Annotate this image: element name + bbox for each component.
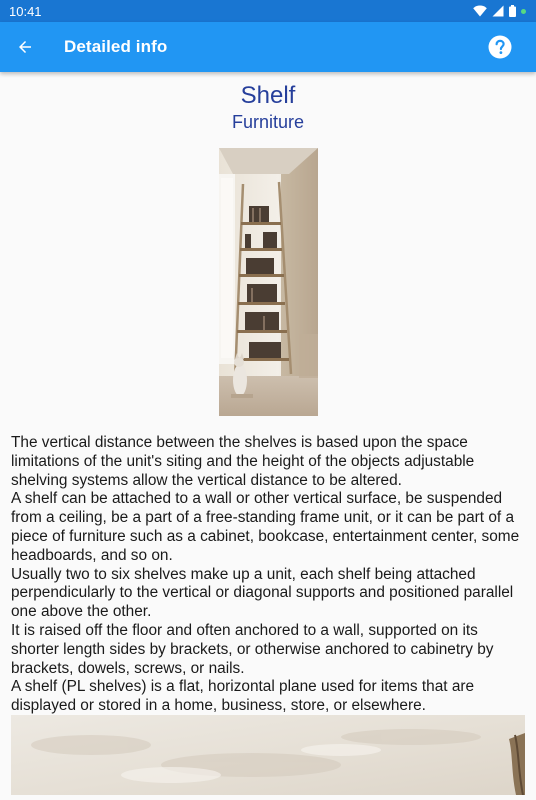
shelf-photo — [219, 148, 318, 416]
app-bar — [0, 22, 536, 72]
wifi-icon — [473, 5, 487, 17]
detail-content[interactable] — [0, 72, 536, 800]
item-description — [11, 434, 527, 716]
back-button[interactable] — [12, 34, 38, 60]
description-paragraph: Usually two to six shelves make up a unit, each shelf being attached perpendicularly to the vertical or diagonal supports and positioned parallel one above the other. — [11, 565, 514, 621]
arrow-back-icon — [16, 38, 34, 56]
notification-dot-icon — [521, 9, 526, 14]
item-name: Shelf — [240, 82, 296, 109]
page-title: Detailed info — [64, 37, 168, 56]
shelf-photo-secondary — [11, 715, 525, 795]
battery-icon — [509, 5, 516, 17]
item-category: Furniture — [231, 112, 305, 132]
description-paragraph: The vertical distance between the shelves is based upon the space limitations of the unit's siting and the height of the objects adjustable shelving systems allow the vertical distance to be altered. — [11, 434, 475, 489]
status-time: 10:41 — [9, 4, 42, 19]
description-paragraph: A shelf (PL shelves) is a flat, horizontal plane used for items that are displayed or stored in a home, business, store, or elsewhere. — [11, 678, 475, 715]
description-paragraph: It is raised off the floor and often anchored to a wall, supported on its shorter length sides by brackets, or otherwise anchored to cabinetry by brackets, dowels, screws, or nails. — [11, 621, 494, 677]
status-icons — [473, 5, 526, 17]
help-circle-icon — [488, 35, 512, 59]
help-button[interactable] — [488, 35, 512, 59]
signal-icon — [492, 5, 504, 17]
status-bar — [0, 0, 536, 22]
description-paragraph: A shelf can be attached to a wall or other vertical surface, be suspended from a ceiling, be a part of a free-standing frame unit, or it can be part of a piece of furniture such as a cabinet, bookcase, entertainment center, some headboards, and so on. — [11, 490, 520, 564]
